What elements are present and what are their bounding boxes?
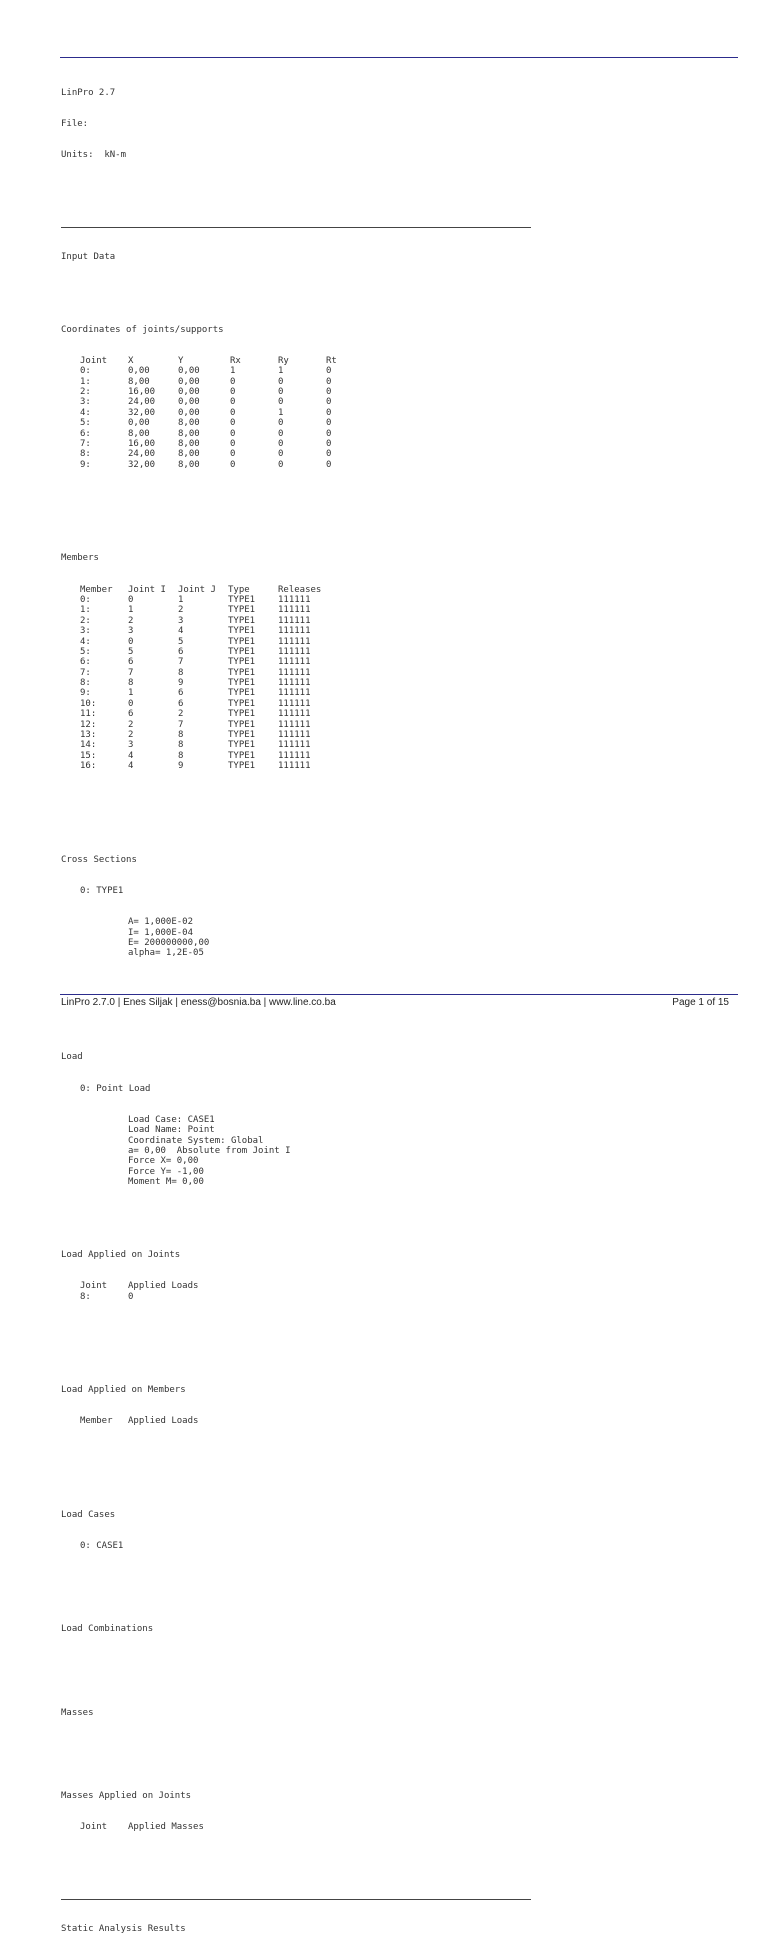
table-cell: 6: [178, 698, 184, 709]
table-cell: TYPE1: [228, 667, 256, 678]
member-row: [61, 699, 531, 709]
table-cell: 0: [278, 418, 284, 429]
table-cell: 0: [230, 397, 236, 408]
table-cell: 0: [230, 387, 236, 398]
table-cell: 16,00: [128, 438, 156, 449]
table-cell: 32,00: [128, 407, 156, 418]
table-cell: 4: [178, 626, 184, 637]
table-cell: 0: [128, 698, 134, 709]
load-item: 0: Point Load: [80, 1083, 151, 1094]
table-cell: 4: [128, 750, 134, 761]
table-cell: 6: [128, 657, 134, 668]
column-header: Joint: [80, 1281, 108, 1292]
joint-loads-title: Load Applied on Joints: [61, 1249, 181, 1260]
table-cell: TYPE1: [228, 688, 256, 699]
table-cell: TYPE1: [228, 709, 256, 720]
table-cell: 0: [278, 376, 284, 387]
table-cell: 0: [326, 418, 332, 429]
table-cell: 8: [178, 740, 184, 751]
table-cell: 111111: [278, 615, 311, 626]
table-cell: 0:: [80, 366, 91, 377]
table-cell: 0: [230, 449, 236, 460]
table-cell: 7: [178, 719, 184, 730]
table-cell: 8: [178, 730, 184, 741]
table-cell: 1: [128, 688, 134, 699]
table-cell: 0: [278, 428, 284, 439]
table-cell: 8:: [80, 1291, 91, 1302]
table-cell: 4: [128, 761, 134, 772]
member-row: [61, 595, 531, 605]
table-cell: 111111: [278, 709, 311, 720]
table-cell: 0,00: [128, 418, 150, 429]
table-cell: 0: [326, 449, 332, 460]
table-cell: 0: [278, 459, 284, 470]
table-cell: 9: [178, 678, 184, 689]
table-cell: 0: [128, 1291, 134, 1302]
table-cell: 8,00: [128, 428, 150, 439]
table-cell: 0: [278, 449, 284, 460]
table-cell: 111111: [278, 657, 311, 668]
load-title: Load: [61, 1052, 83, 1063]
cross-item: 0: TYPE1: [80, 885, 124, 896]
table-cell: 1: [230, 366, 236, 377]
table-cell: 2: [128, 615, 134, 626]
table-cell: 0: [230, 418, 236, 429]
coord-row: [61, 418, 531, 428]
table-cell: 0: [278, 387, 284, 398]
table-cell: TYPE1: [228, 657, 256, 668]
table-cell: 6:: [80, 428, 91, 439]
table-cell: 15:: [80, 750, 97, 761]
table-cell: TYPE1: [228, 719, 256, 730]
table-cell: 7: [178, 657, 184, 668]
cross-prop: A= 1,000E-02: [128, 917, 194, 928]
table-cell: 0: [326, 407, 332, 418]
coord-row: [61, 387, 531, 397]
member-row: [61, 730, 531, 740]
column-header: Ry: [278, 355, 289, 366]
table-cell: 111111: [278, 636, 311, 647]
member-row: [61, 709, 531, 719]
table-cell: 0: [230, 376, 236, 387]
member-row: [61, 740, 531, 750]
table-cell: TYPE1: [228, 750, 256, 761]
table-cell: 111111: [278, 678, 311, 689]
load-prop: Force X= 0,00: [128, 1156, 199, 1167]
table-cell: 0,00: [178, 387, 200, 398]
member-row: [61, 605, 531, 615]
table-cell: 32,00: [128, 459, 156, 470]
table-cell: 6: [178, 646, 184, 657]
table-cell: 0,00: [178, 407, 200, 418]
table-cell: 0,00: [178, 376, 200, 387]
section-divider: [61, 1899, 531, 1900]
load-prop: a= 0,00 Absolute from Joint I: [128, 1145, 291, 1156]
column-header: Joint J: [178, 584, 216, 595]
joint-masses-title: Masses Applied on Joints: [61, 1790, 192, 1801]
table-cell: 0: [278, 438, 284, 449]
table-cell: 2: [178, 709, 184, 720]
table-cell: 1: [178, 594, 184, 605]
column-header: Joint: [80, 355, 108, 366]
member-row: [61, 647, 531, 657]
table-cell: 111111: [278, 750, 311, 761]
table-cell: 7:: [80, 438, 91, 449]
joint-loads-table: [61, 1281, 531, 1302]
column-header: Rt: [326, 355, 337, 366]
table-cell: 8,00: [128, 376, 150, 387]
table-cell: 0: [326, 366, 332, 377]
units-label: Units: kN-m: [61, 150, 127, 161]
table-cell: 8,00: [178, 428, 200, 439]
table-cell: 6:: [80, 657, 91, 668]
table-cell: 2: [128, 719, 134, 730]
table-cell: 8,00: [178, 459, 200, 470]
table-header: [61, 356, 531, 366]
table-cell: 111111: [278, 667, 311, 678]
table-cell: 111111: [278, 626, 311, 637]
table-cell: 8,00: [178, 449, 200, 460]
table-cell: 8: [178, 667, 184, 678]
table-cell: 111111: [278, 719, 311, 730]
table-cell: 13:: [80, 730, 97, 741]
table-header: [61, 1281, 531, 1291]
table-cell: 5:: [80, 418, 91, 429]
header-rule: [60, 57, 738, 58]
table-cell: 8,00: [178, 438, 200, 449]
table-cell: 0: [278, 397, 284, 408]
load-prop: Moment M= 0,00: [128, 1177, 204, 1188]
load-prop: Load Name: Point: [128, 1125, 215, 1136]
coord-row: [61, 460, 531, 470]
member-row: [61, 668, 531, 678]
table-cell: 7:: [80, 667, 91, 678]
footer-rule: [60, 994, 738, 995]
table-cell: 111111: [278, 605, 311, 616]
table-cell: 3: [128, 626, 134, 637]
table-cell: 0: [128, 636, 134, 647]
table-cell: 0: [326, 459, 332, 470]
table-cell: 111111: [278, 698, 311, 709]
member-row: [61, 688, 531, 698]
section-title-input: Input Data: [61, 251, 116, 262]
table-cell: 1:: [80, 605, 91, 616]
table-cell: 111111: [278, 688, 311, 699]
table-cell: 2: [178, 605, 184, 616]
table-cell: 16:: [80, 761, 97, 772]
table-cell: 24,00: [128, 397, 156, 408]
column-header: X: [128, 355, 134, 366]
table-cell: TYPE1: [228, 615, 256, 626]
table-cell: 111111: [278, 730, 311, 741]
member-row: [61, 720, 531, 730]
table-cell: 5: [178, 636, 184, 647]
load-case-item: 0: CASE1: [80, 1541, 124, 1552]
table-cell: 0:: [80, 594, 91, 605]
table-cell: 3: [128, 740, 134, 751]
member-row: [61, 626, 531, 636]
table-cell: 0: [230, 459, 236, 470]
joint-load-row: [61, 1292, 531, 1302]
table-cell: 0: [230, 428, 236, 439]
table-header: [61, 585, 531, 595]
table-cell: 10:: [80, 698, 97, 709]
table-cell: 3:: [80, 397, 91, 408]
table-cell: TYPE1: [228, 636, 256, 647]
table-cell: 8: [128, 678, 134, 689]
table-cell: 111111: [278, 646, 311, 657]
table-cell: 2: [128, 730, 134, 741]
load-props: [61, 1115, 531, 1188]
table-cell: 1: [278, 366, 284, 377]
section-title-static: Static Analysis Results: [61, 1923, 186, 1934]
column-header: Joint I: [128, 584, 166, 595]
table-cell: 0,00: [178, 397, 200, 408]
table-cell: TYPE1: [228, 678, 256, 689]
table-cell: 24,00: [128, 449, 156, 460]
table-cell: 0: [326, 428, 332, 439]
table-cell: TYPE1: [228, 594, 256, 605]
table-cell: 0: [326, 397, 332, 408]
coords-table: [61, 356, 531, 470]
table-cell: 3:: [80, 626, 91, 637]
table-cell: 2:: [80, 387, 91, 398]
member-row: [61, 616, 531, 626]
joint-masses-header: Joint Applied Masses: [80, 1821, 204, 1832]
column-header: Member: [80, 584, 113, 595]
cross-title: Cross Sections: [61, 854, 137, 865]
section-divider: [61, 227, 531, 228]
table-cell: 0: [326, 376, 332, 387]
member-loads-title: Load Applied on Members: [61, 1385, 186, 1396]
member-row: [61, 751, 531, 761]
page-footer: [61, 997, 729, 1008]
column-header: Type: [228, 584, 250, 595]
member-loads-header: Member Applied Loads: [80, 1416, 199, 1427]
load-prop: Coordinate System: Global: [128, 1135, 264, 1146]
table-cell: 11:: [80, 709, 97, 720]
members-title: Members: [61, 553, 99, 564]
cross-prop: E= 200000000,00: [128, 937, 210, 948]
member-row: [61, 657, 531, 667]
table-cell: 8:: [80, 449, 91, 460]
column-header: Rx: [230, 355, 241, 366]
table-cell: TYPE1: [228, 605, 256, 616]
coord-row: [61, 408, 531, 418]
member-row: [61, 637, 531, 647]
cross-prop: alpha= 1,2E-05: [128, 948, 204, 959]
table-cell: 0: [326, 438, 332, 449]
cross-prop: I= 1,000E-04: [128, 927, 194, 938]
table-cell: 1:: [80, 376, 91, 387]
page-number: Page 1 of 15: [672, 997, 729, 1008]
table-cell: TYPE1: [228, 698, 256, 709]
members-table: [61, 585, 531, 772]
table-cell: 0: [128, 594, 134, 605]
table-cell: 1: [128, 605, 134, 616]
table-cell: 111111: [278, 761, 311, 772]
combinations-title: Load Combinations: [61, 1624, 154, 1635]
column-header: Y: [178, 355, 184, 366]
table-cell: 9:: [80, 688, 91, 699]
table-cell: 2:: [80, 615, 91, 626]
table-cell: TYPE1: [228, 761, 256, 772]
table-cell: 6: [178, 688, 184, 699]
column-header: Applied Loads: [128, 1281, 199, 1292]
table-cell: 8: [178, 750, 184, 761]
masses-title: Masses: [61, 1707, 94, 1718]
table-cell: 1: [278, 407, 284, 418]
table-cell: 5:: [80, 646, 91, 657]
program-name: LinPro 2.7: [61, 87, 116, 98]
table-cell: 14:: [80, 740, 97, 751]
table-cell: 3: [178, 615, 184, 626]
table-cell: 16,00: [128, 387, 156, 398]
table-cell: TYPE1: [228, 626, 256, 637]
table-cell: 0: [326, 387, 332, 398]
table-cell: 5: [128, 646, 134, 657]
coord-row: [61, 377, 531, 387]
table-cell: 0,00: [178, 366, 200, 377]
column-header: Releases: [278, 584, 322, 595]
table-cell: 6: [128, 709, 134, 720]
table-cell: 111111: [278, 594, 311, 605]
table-cell: 8,00: [178, 418, 200, 429]
table-cell: 111111: [278, 740, 311, 751]
table-cell: 0: [230, 438, 236, 449]
table-cell: 8:: [80, 678, 91, 689]
load-prop: Force Y= -1,00: [128, 1166, 204, 1177]
footer-credits: LinPro 2.7.0 | Enes Siljak | eness@bosnia.ba | www.line.co.ba: [61, 997, 336, 1008]
member-row: [61, 678, 531, 688]
table-cell: 9:: [80, 459, 91, 470]
table-cell: 0: [230, 407, 236, 418]
coord-row: [61, 449, 531, 459]
table-cell: 7: [128, 667, 134, 678]
coord-row: [61, 429, 531, 439]
load-prop: Load Case: CASE1: [128, 1114, 215, 1125]
load-cases-title: Load Cases: [61, 1509, 116, 1520]
coord-row: [61, 439, 531, 449]
file-label: File:: [61, 119, 89, 130]
coord-row: [61, 397, 531, 407]
member-row: [61, 761, 531, 771]
table-cell: 4:: [80, 407, 91, 418]
table-cell: TYPE1: [228, 730, 256, 741]
coords-title: Coordinates of joints/supports: [61, 324, 224, 335]
table-cell: 0,00: [128, 366, 150, 377]
cross-props: [61, 917, 531, 959]
table-cell: 12:: [80, 719, 97, 730]
table-cell: TYPE1: [228, 740, 256, 751]
table-cell: TYPE1: [228, 646, 256, 657]
table-cell: 9: [178, 761, 184, 772]
table-cell: 4:: [80, 636, 91, 647]
coord-row: [61, 366, 531, 376]
